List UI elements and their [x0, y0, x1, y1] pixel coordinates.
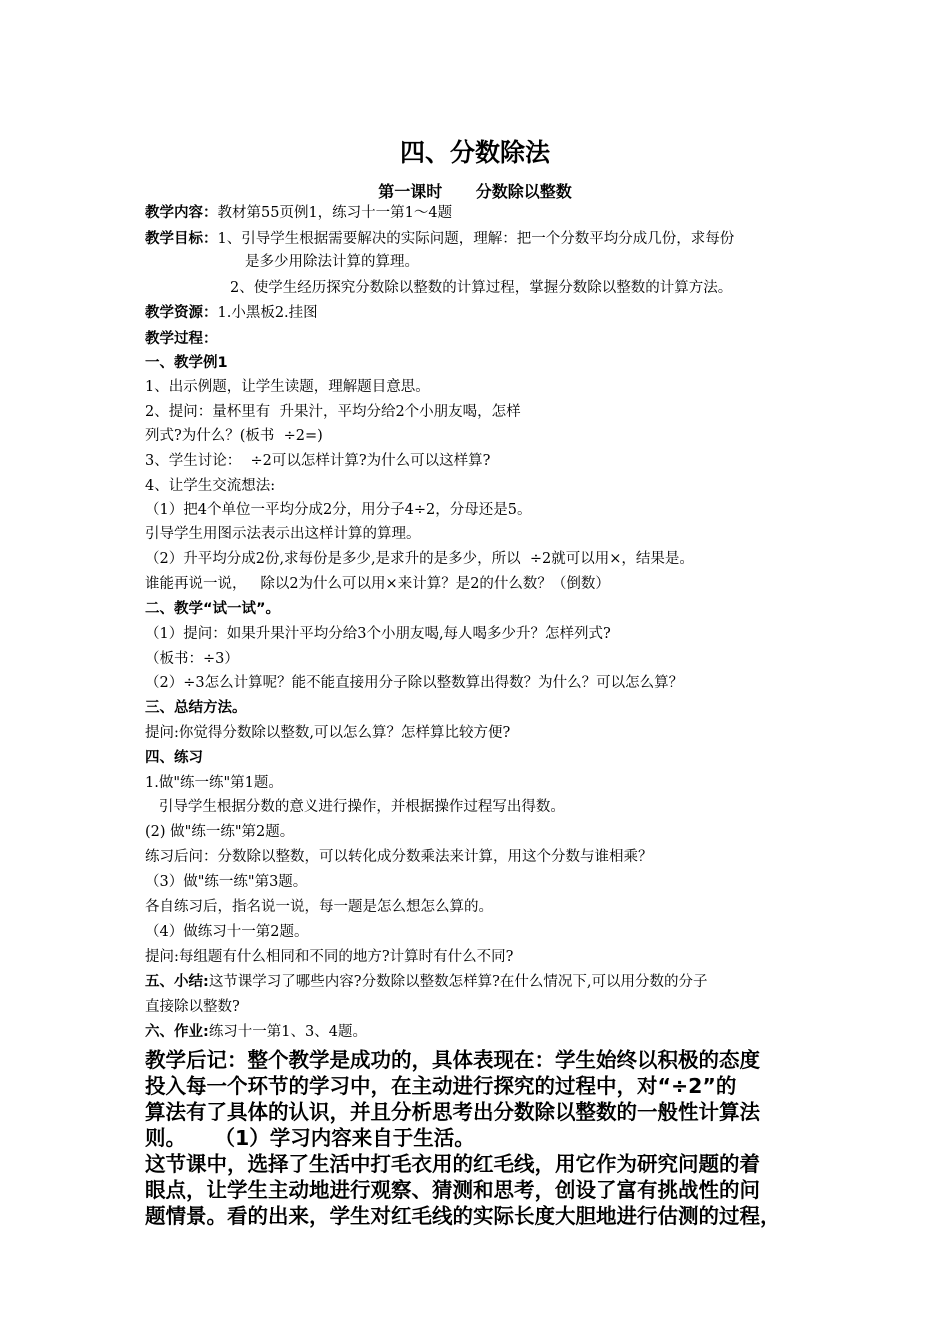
reflection-line: 题情景。看的出来，学生对红毛线的实际长度大胆地进行估测的过程，	[145, 1204, 781, 1228]
reflection-line: 投入每一个环节的学习中，在主动进行探究的过程中，对“÷2”的	[145, 1074, 737, 1098]
reflection-line: 教学后记：整个教学是成功的，具体表现在：学生始终以积极的态度	[145, 1048, 760, 1072]
goals-line-3: 2、使学生经历探究分数除以整数的计算过程，掌握分数除以整数的计算方法。	[230, 280, 733, 296]
reflection-line: 则。 （1）学习内容来自于生活。	[145, 1126, 475, 1150]
section-1-line: （2）升平均分成2份,求每份是多少,是求升的是多少，所以 ÷2就可以用×，结果是。	[145, 551, 694, 567]
section-4-heading: 四、练习	[145, 750, 203, 766]
section-4-line: 1.做"练一练"第1题。	[145, 775, 283, 791]
section-6-text: 练习十一第1、3、4题。	[208, 1024, 367, 1040]
goals-text-1: 1、引导学生根据需要解决的实际问题，理解：把一个分数平均分成几份，求每份	[217, 231, 735, 247]
section-6-heading: 六、作业:	[145, 1024, 209, 1040]
section-2-line: （板书：÷3）	[145, 651, 239, 667]
section-2-line: （1）提问：如果升果汁平均分给3个小朋友喝,每人喝多少升？怎样列式?	[145, 626, 611, 642]
document-title: 四、分数除法	[399, 138, 550, 167]
section-4-line: 引导学生根据分数的意义进行操作，并根据操作过程写出得数。	[145, 799, 565, 815]
section-2-heading: 二、教学“试一试”。	[145, 601, 281, 617]
section-4-line: （3）做"练一练"第3题。	[145, 874, 308, 890]
section-1-heading: 一、教学例1	[145, 355, 228, 371]
reflection-line: 眼点，让学生主动地进行观察、猜测和思考，创设了富有挑战性的问	[145, 1178, 760, 1202]
reflection-line: 这节课中，选择了生活中打毛衣用的红毛线，用它作为研究问题的着	[145, 1152, 760, 1176]
section-1-line: 4、让学生交流想法:	[145, 478, 276, 494]
section-6-line	[145, 1022, 367, 1042]
content-label: 教学内容：	[145, 205, 218, 221]
resources-line	[145, 303, 318, 323]
content-line	[145, 203, 452, 223]
goals-line-1	[145, 229, 734, 249]
section-1-line: （1）把4个单位一平均分成2分，用分子4÷2，分母还是5。	[145, 502, 532, 518]
section-1-line: 1、出示例题，让学生读题，理解题目意思。	[145, 379, 430, 395]
section-1-line: 引导学生用图示法表示出这样计算的算理。	[145, 526, 421, 542]
section-5-line-1	[145, 972, 707, 992]
section-5-heading: 五、小结:	[145, 974, 209, 990]
goals-label: 教学目标：	[145, 231, 218, 247]
section-4-line: (2) 做"练一练"第2题。	[145, 824, 295, 840]
section-4-line: 各自练习后，指名说一说，每一题是怎么想怎么算的。	[145, 899, 493, 915]
section-4-line: 练习后问：分数除以整数，可以转化成分数乘法来计算，用这个分数与谁相乘？	[145, 849, 653, 865]
reflection-line: 算法有了具体的认识，并且分析思考出分数除以整数的一般性计算法	[145, 1100, 760, 1124]
section-2-line: （2）÷3怎么计算呢？能不能直接用分子除以整数算出得数？为什么？可以怎么算？	[145, 675, 684, 691]
resources-text: 1.小黑板2.挂图	[217, 305, 318, 321]
process-label: 教学过程：	[145, 331, 218, 347]
section-1-line: 3、学生讨论： ÷2可以怎样计算?为什么可以这样算?	[145, 453, 491, 469]
section-3-line: 提问:你觉得分数除以整数,可以怎么算？怎样算比较方便?	[145, 725, 511, 741]
section-1-line: 列式?为什么？(板书 ÷2=)	[145, 428, 323, 444]
section-3-heading: 三、总结方法。	[145, 700, 247, 716]
content-text: 教材第55页例1，练习十一第1～4题	[217, 205, 453, 221]
section-1-line: 谁能再说一说， 除以2为什么可以用×来计算？是2的什么数？（倒数）	[145, 576, 610, 592]
section-4-line: 提问:每组题有什么相同和不同的地方?计算时有什么不同?	[145, 949, 514, 965]
section-5-line-2: 直接除以整数?	[145, 999, 240, 1015]
section-4-line: （4）做练习十一第2题。	[145, 924, 309, 940]
section-5-text: 这节课学习了哪些内容?分数除以整数怎样算?在什么情况下,可以用分数的分子	[208, 974, 708, 990]
resources-label: 教学资源：	[145, 305, 218, 321]
lesson-subtitle: 第一课时 分数除以整数	[378, 182, 572, 201]
goals-line-2: 是多少用除法计算的算理。	[245, 254, 419, 270]
section-1-line: 2、提问：量杯里有 升果汁，平均分给2个小朋友喝，怎样	[145, 404, 521, 420]
